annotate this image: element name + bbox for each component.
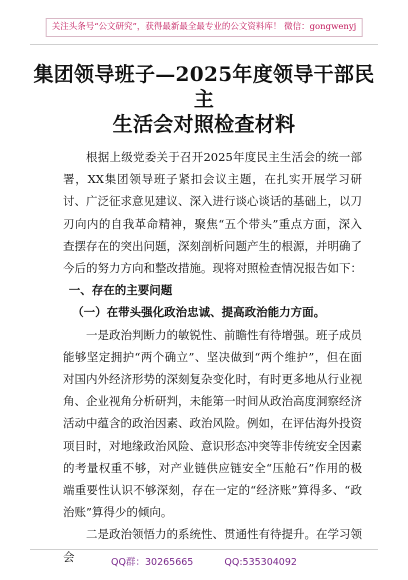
- footer-qq: QQ:535304092: [224, 557, 297, 568]
- footer-qq-group: QQ群：30265665: [111, 557, 194, 568]
- document-body: [63, 146, 362, 568]
- intro-paragraph: 根据上级党委关于召开2025年度民主生活会的统一部署，XX集团领导班子紧扣会议主题，在扎实开展学习研讨、广泛征求意见建议、深入进行谈心谈话的基础上，以刀刃向内的自我革命精神，聚焦“五个带头”重点方面，深入查摆存在的突出问题，深刻剖析问题产生的根源，并明确了今后的努力方向和整改措施。现将对照检查情况报告如下：: [63, 150, 362, 276]
- footer-divider: [30, 549, 378, 550]
- section-heading: 一、存在的主要问题: [68, 283, 173, 298]
- header-divider: [30, 44, 378, 45]
- header-banner: 关注头条号“公文研究”，获得最新最全最专业的公文资料库！ 微信：gongwenyj: [46, 18, 363, 37]
- title-line-2: 生活会对照检查材料: [112, 112, 296, 136]
- title-line-1: 集团领导班子—2025年度领导干部民主: [33, 62, 375, 111]
- footer: [0, 554, 408, 568]
- body-paragraph: 二是政治领悟力的系统性、贯通性有待提升。在学习领会: [63, 527, 362, 564]
- body-paragraph: 一是政治判断力的敏锐性、前瞻性有待增强。班子成员能够坚定拥护“两个确立”、坚决做到“两个维护”，但在面对国内外经济形势的深刻复杂变化时，有时更多地从行业视角、企业视角分析研判，未能第一时间从政治高度洞察经济活动中蕴含的政治因素、政治风险。例如，在评估海外投资项目时，对地缘政治风险、意识形态冲突等非传统安全因素的考量权重不够，对产业链供应链安全“压舱石”作用的极端重要性认识不够深刻，存在一定的“经济账”算得多、“政治账”算得少的倾向。: [63, 327, 362, 520]
- sub-heading: （一）在带头强化政治忠诚、提高政治能力方面。: [72, 305, 326, 320]
- document-title: [30, 62, 378, 137]
